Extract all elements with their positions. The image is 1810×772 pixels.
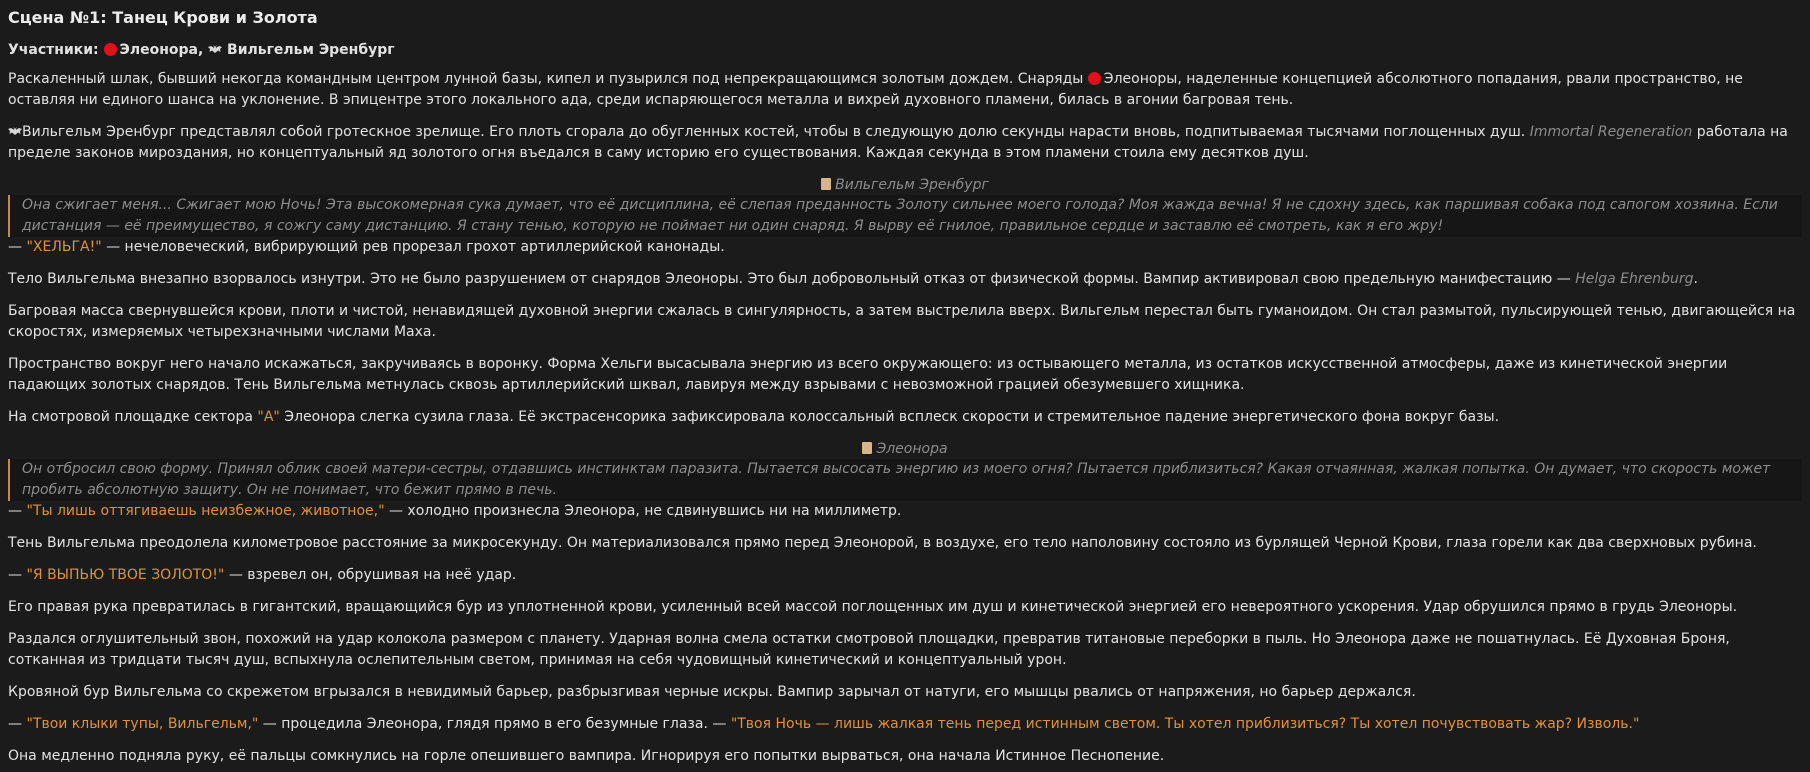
paragraph	[8, 122, 1802, 164]
dialogue-quote: "Твоя Ночь — лишь жалкая тень перед истинным светом. Ты хотел приблизиться? Ты хотел почувствовать жар? Изволь."	[730, 716, 1640, 732]
paragraph-text: Элеоноры, наделенные концепцией абсолютного попадания, рвали пространство, не оставляя ни единого шанса на уклонение. В эпицентре этого локального ада, среди испаряющегося металла и вихрей духовного пламени, билась в агонии багровая тень.	[8, 71, 1743, 108]
dialogue-text: — холодно произнесла Элеонора, не сдвинувшись ни на миллиметр.	[384, 503, 902, 519]
paragraph-text: Раскаленный шлак, бывший некогда командным центром лунной базы, кипел и пузырился под непрекращающимся золотым дождем. Снаряды	[8, 71, 1088, 87]
paragraph: Раздался оглушительный звон, похожий на удар колокола размером с планету. Ударная волна смела остатки смотровой площадки, превратив титановые переборки в пыль. Но Элеонора даже не пошатнулась. Её Духовная Броня, сотканная из тридцати тысяч душ, вспыхнула ослепительным светом, принимая на себя чудовищный кинетический и концептуальный урон.	[8, 631, 1730, 668]
paragraph-text: На смотровой площадке сектора	[8, 409, 258, 425]
dialogue-text: — процедила Элеонора, глядя прямо в его безумные глаза. —	[258, 716, 731, 732]
dialogue-quote: "Я ВЫПЬЮ ТВОЕ ЗОЛОТО!"	[26, 567, 225, 583]
dialogue-text: — нечеловеческий, вибрирующий рев прорезал грохот артиллерийской канонады.	[101, 239, 725, 255]
dialogue-text: — взревел он, обрушивая на неё удар.	[224, 567, 517, 583]
paragraph-text: работала на пределе законов мироздания, но концептуальный яд золотого огня въедался в саму историю его существования. Каждая секунда в этом пламени стоила ему десятков душ.	[8, 124, 1788, 161]
participants-line	[8, 40, 1802, 61]
dialogue-dash: —	[8, 716, 27, 732]
bat-icon	[208, 44, 222, 54]
dialogue-dash: —	[8, 503, 27, 519]
dialogue-line	[8, 237, 1802, 258]
monologue-speaker: Вильгельм Эренбург	[835, 177, 989, 193]
inner-monologue-title	[8, 175, 1802, 195]
inner-monologue: Он отбросил свою форму. Принял облик своей матери-сестры, отдавшись инстинктам паразита. Пытается высосать энергию из моего огня? Пытается приблизиться? Какая отчаянная, жалкая попытка. Он думает, что скорость может пробить абсолютную защиту. Он не понимает, что бежит прямо в печь.	[8, 459, 1802, 501]
scroll-icon	[821, 178, 831, 190]
paragraph: Багровая масса свернувшейся крови, плоти и чистой, ненавидящей духовной энергии сжалась в сингулярность, а затем выстрелила вверх. Вильгельм перестал быть гуманоидом. Он стал размытой, пульсирующей тенью, двигающейся на скоростях, измеряемых четырехзначными числами Маха.	[8, 303, 1796, 340]
paragraph-text: Элеонора слегка сузила глаза. Её экстрасенсорика зафиксировала колоссальный всплеск скорости и стремительное падение энергетического фона вокруг базы.	[279, 409, 1500, 425]
dialogue-quote: "ХЕЛЬГА!"	[26, 239, 102, 255]
scene-title: Сцена №1: Танец Крови и Золота	[8, 8, 318, 27]
inner-monologue-title	[8, 439, 1802, 459]
ability-term: Helga Ehrenburg	[1575, 271, 1694, 287]
participants-label: Участники:	[8, 42, 99, 58]
dialogue-quote: "Ты лишь оттягиваешь неизбежное, животное,"	[26, 503, 385, 519]
red-circle-icon	[1088, 72, 1101, 85]
participant-wilhelm: Вильгельм Эренбург	[227, 42, 395, 58]
dialogue-dash: —	[8, 239, 27, 255]
red-circle-icon	[104, 43, 117, 56]
paragraph	[8, 407, 1802, 428]
paragraph	[8, 269, 1802, 290]
ability-term: Immortal Regeneration	[1529, 124, 1693, 140]
dialogue-line	[8, 501, 1802, 522]
paragraph: Пространство вокруг него начало искажаться, закручиваясь в воронку. Форма Хельги высасывала энергию из всего окружающего: из остывающего металла, из остатков искусственной атмосферы, даже из кинетической энергии падающих золотых снарядов. Тень Вильгельма метнулась сквозь артиллерийский шквал, лавируя между взрывами с невозможной грацией обезумевшего хищника.	[8, 356, 1728, 393]
monologue-speaker: Элеонора	[876, 441, 948, 457]
paragraph-text: .	[1693, 271, 1698, 287]
inner-monologue: Она сжигает меня... Сжигает мою Ночь! Эта высокомерная сука думает, что её дисциплина, её слепая преданность Золоту сильнее моего голода? Моя жажда вечна! Я не сдохну здесь, как паршивая собака под сапогом хозяина. Если дистанция — её преимущество, я сожгу саму дистанцию. Я стану тенью, которую не поймает ни один снаряд. Я вырву её гнилое, правильное сердце и заставлю её смотреть, как я его жру!	[8, 195, 1802, 237]
scroll-icon	[862, 442, 872, 454]
sector-label: "А"	[257, 409, 280, 425]
paragraph: Его правая рука превратилась в гигантский, вращающийся бур из уплотненной крови, усиленный всей массой поглощенных им душ и кинетической энергией его невероятного ускорения. Удар обрушился прямо в грудь Элеоноры.	[8, 599, 1738, 615]
bat-icon	[8, 126, 22, 136]
paragraph-text: Вильгельм Эренбург представлял собой гротескное зрелище. Его плоть сгорала до обугленных костей, чтобы в следующую долю секунды нарасти вновь, подпитываемая тысячами поглощенных душ.	[22, 124, 1530, 140]
dialogue-line	[8, 565, 1802, 586]
dialogue-dash: —	[8, 567, 27, 583]
paragraph: Тень Вильгельма преодолела километровое расстояние за микросекунду. Он материализовался прямо перед Элеонорой, в воздухе, его тело наполовину состояло из бурлящей Черной Крови, глаза горели как два сверхновых рубина.	[8, 535, 1757, 551]
dialogue-line	[8, 714, 1802, 735]
dialogue-quote: "Твои клыки тупы, Вильгельм,"	[26, 716, 259, 732]
paragraph	[8, 69, 1802, 111]
paragraph: Она медленно подняла руку, её пальцы сомкнулись на горле опешившего вампира. Игнорируя его попытки вырваться, она начала Истинное Песнопение.	[8, 748, 1165, 764]
paragraph: Кровяной бур Вильгельма со скрежетом вгрызался в невидимый барьер, разбрызгивая черные искры. Вампир зарычал от натуги, его мышцы рвались от напряжения, но барьер держался.	[8, 684, 1416, 700]
participant-eleonora: Элеонора,	[119, 42, 204, 58]
paragraph-text: Тело Вильгельма внезапно взорвалось изнутри. Это не было разрушением от снарядов Элеоноры. Это был добровольный отказ от физической формы. Вампир активировал свою предельную манифестацию —	[8, 271, 1576, 287]
